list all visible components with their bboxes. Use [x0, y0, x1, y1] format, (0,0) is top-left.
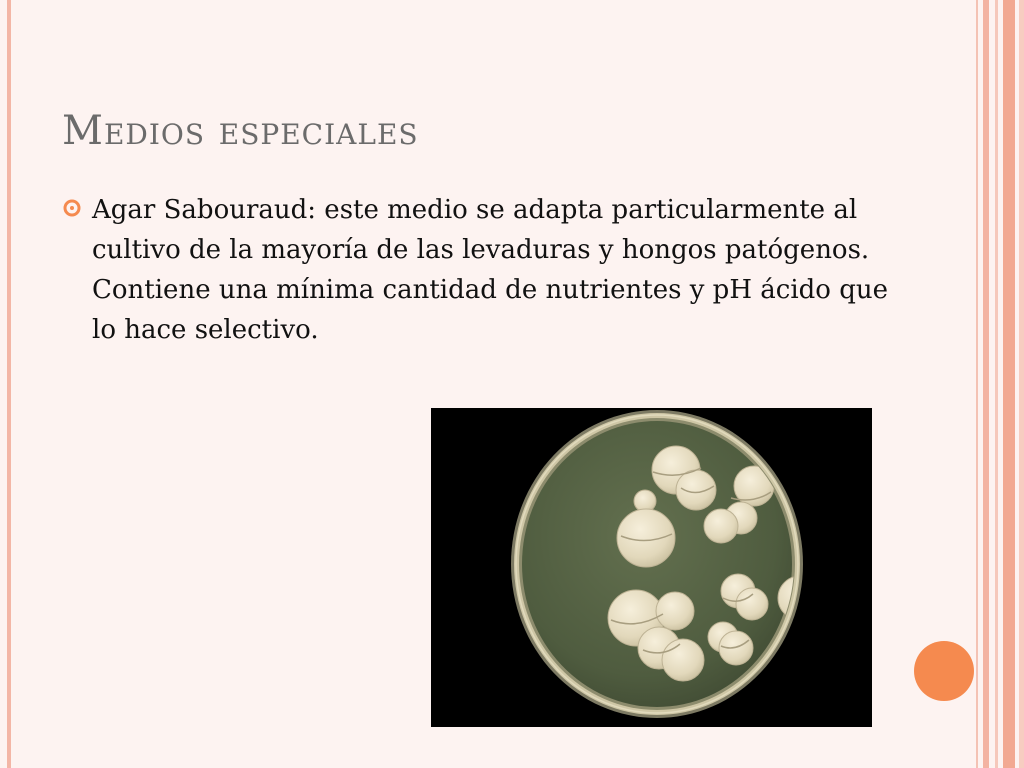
petri-dish-photo — [431, 408, 872, 727]
stripe — [995, 0, 998, 768]
left-decorative-rail — [7, 0, 11, 768]
stripe — [1003, 0, 1015, 768]
circle-outline-bullet-icon — [62, 198, 82, 218]
right-decorative-stripes — [976, 0, 1024, 768]
slide-title: Medios especiales — [62, 108, 419, 154]
orange-circle-decoration — [914, 641, 974, 701]
stripe — [976, 0, 978, 768]
stripe — [983, 0, 989, 768]
stripe — [1019, 0, 1024, 768]
bullet-text: Agar Sabouraud: este medio se adapta particularmente al cultivo de la mayoría de las levaduras y hongos patógenos. Contiene una mínima cantidad de nutrientes y pH ácido que lo hace selectivo. — [92, 195, 888, 345]
